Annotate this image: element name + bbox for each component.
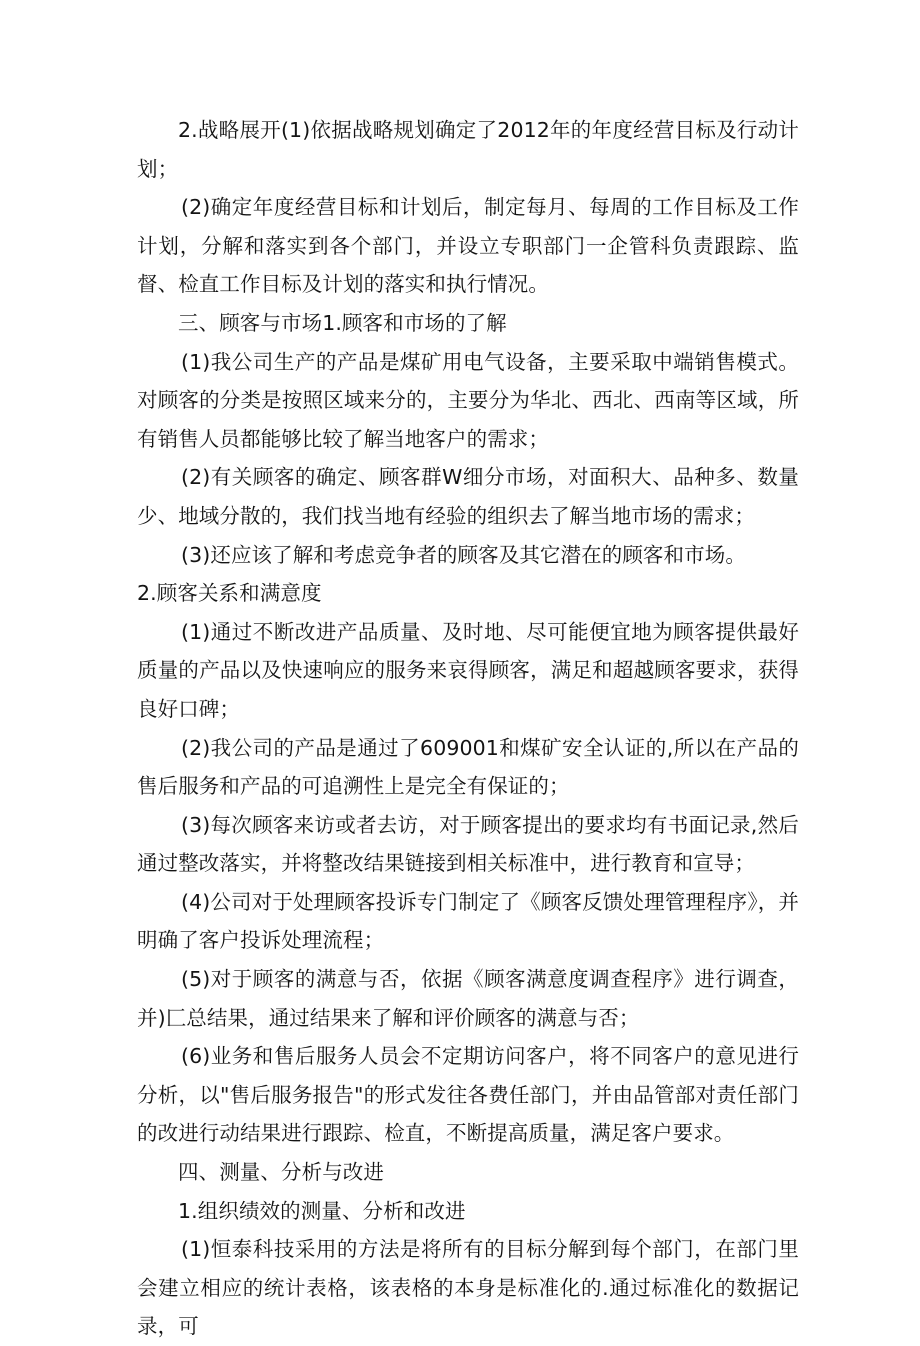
paragraph-annual-targets: (2)确定年度经营目标和计划后，制定每月、每周的工作目标及工作计划，分解和落实到各个部门，并设立专职部门一企管科负责跟踪、监督、检直工作目标及计划的落实和执行情况。 <box>137 195 799 297</box>
heading-performance-measurement: 1.组织绩效的测量、分析和改进 <box>178 1198 466 1223</box>
paragraph-competitors: (3)还应该了解和考虑竞争者的顾客及其它潜在的顾客和市场。 <box>181 542 746 567</box>
heading-customer-market: 三、顾客与市场1.顾客和市场的了解 <box>178 310 507 335</box>
paragraph-certification: (2)我公司的产品是通过了609001和煤矿安全认证的,所以在产品的售后服务和产品的可追溯性上是完全有保证的； <box>137 735 799 799</box>
paragraph-customer-visits: (3)每次顾客来访或者去访，对于顾客提出的要求均有书面记录,然后通过整改落实，并将整改结果链接到相关标准中，进行教育和宣导； <box>137 812 799 876</box>
document-body <box>137 111 799 1346</box>
paragraph-strategy-deployment: 2.战略展开(1)依据战略规划确定了2012年的年度经营目标及行动计划； <box>137 118 799 181</box>
heading-customer-relations: 2.顾客关系和满意度 <box>137 581 322 606</box>
paragraph-market-segmentation: (2)有关顾客的确定、顾客群W细分市场，对面积大、品种多、数量少、地域分散的，我们找当地有经验的组织去了解当地市场的需求； <box>137 465 799 528</box>
heading-measurement-analysis: 四、测量、分析与改进 <box>178 1160 384 1185</box>
paragraph-after-sales: (6)业务和售后服务人员会不定期访问客户，将不同客户的意见进行分析，以"售后服务报告"的形式发往各费任部门，并由品管部对责任部门的改进行动结果进行跟踪、检直，不断提高质量，满足客户要求。 <box>137 1044 799 1146</box>
paragraph-complaint-procedure: (4)公司对于处理顾客投诉专门制定了《顾客反馈处理管理程序》，并明确了客户投诉处理流程； <box>137 889 799 953</box>
paragraph-products-sales: (1)我公司生产的产品是煤矿用电气设备，主要采取中端销售模式。对顾客的分类是按照区域来分的，主要分为华北、西北、西南等区域，所有销售人员都能够比较了解当地客户的需求； <box>137 349 799 451</box>
paragraph-quality-improvement: (1)通过不断改进产品质量、及时地、尽可能便宜地为顾客提供最好质量的产品以及快速响应的服务来哀得顾客，满足和超越顾客要求，获得良好口碑； <box>137 619 799 721</box>
paragraph-satisfaction-survey: (5)对于顾客的满意与否，依据《顾客满意度调查程序》进行调查，并)匚总结果，通过结果来了解和评价顾客的满意与否； <box>137 967 799 1030</box>
paragraph-target-decomposition: (1)恒泰科技采用的方法是将所有的目标分解到每个部门，在部门里会建立相应的统计表格，该表格的本身是标准化的.通过标准化的数据记录，可 <box>137 1237 799 1339</box>
